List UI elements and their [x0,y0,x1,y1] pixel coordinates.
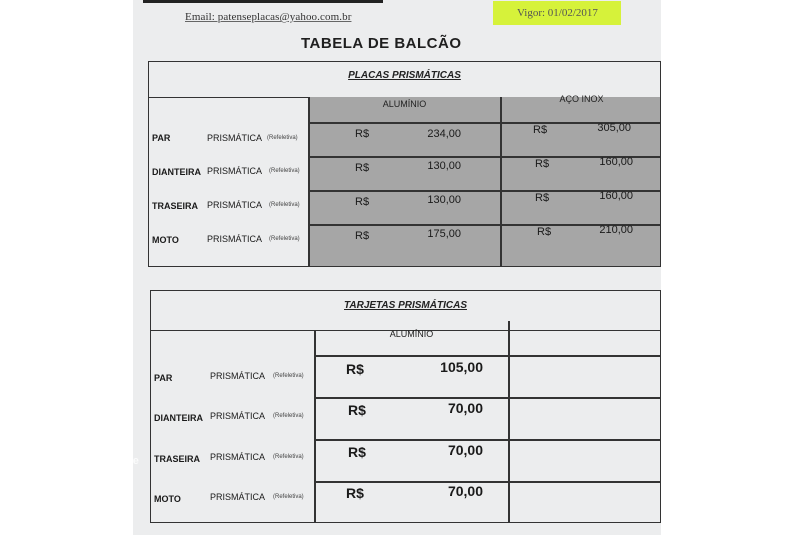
table-row-note: (Refeletiva) [273,454,304,460]
price-value: 130,00 [427,160,461,172]
table-row-note: (Refeletiva) [273,413,304,419]
currency-label: R$ [355,196,370,208]
currency-label: R$ [355,128,370,140]
table-row-name: TRASEIRA [152,201,199,211]
page-title: TABELA DE BALCÃO [301,35,462,52]
table-row-type: PRISMÁTICA [207,200,263,210]
price-value: 160,00 [599,190,633,202]
currency-label: R$ [537,226,552,238]
row-line [315,355,660,357]
currency-label: R$ [346,361,364,377]
price-value: 160,00 [599,156,633,168]
table-row-note: (Refeletiva) [267,135,298,141]
table-row-name: PAR [152,133,171,143]
table-row-note: (Refeletiva) [269,168,300,174]
header-strip [143,0,383,3]
price-value: 70,00 [447,400,483,416]
table-row-name: DIANTEIRA [154,413,203,423]
currency-label: R$ [348,444,366,460]
watermark-text: oje [123,455,139,467]
price-value: 130,00 [427,194,461,206]
row-line [315,439,660,441]
currency-label: R$ [533,124,548,136]
price-value: 305,00 [597,122,631,134]
row-line [315,397,660,399]
currency-label: R$ [355,162,370,174]
table-row-type: PRISMÁTICA [207,166,263,176]
document-paper [123,0,661,535]
tarjetas-col-aluminio: ALUMÍNIO [389,329,434,339]
price-value: 70,00 [447,442,483,458]
price-value: 105,00 [440,359,483,375]
price-value: 210,00 [599,224,633,236]
table-row-type: PRISMÁTICA [210,452,266,462]
currency-label: R$ [348,402,366,418]
table-row-type: PRISMÁTICA [210,492,266,502]
placas-table-title: PLACAS PRISMÁTICAS [149,62,660,98]
table-row-note: (Refeletiva) [273,494,304,500]
currency-label: R$ [535,158,550,170]
row-line [315,481,660,483]
table-row-type: PRISMÁTICA [207,133,263,143]
price-value: 234,00 [427,128,461,140]
vigor-date: Vigor: 01/02/2017 [493,1,621,25]
currency-label: R$ [535,192,550,204]
table-row-type: PRISMÁTICA [210,371,266,381]
table-row-name: PAR [154,373,173,383]
email-text: Email: patenseplacas@yahoo.com.br [185,11,352,23]
placas-col-aluminio: ALUMÍNIO [382,99,427,109]
tarjetas-divider [508,321,510,522]
tarjetas-table [150,290,661,523]
placas-table [148,61,661,267]
table-row-type: PRISMÁTICA [207,234,263,244]
currency-label: R$ [355,230,370,242]
currency-label: R$ [346,485,364,501]
table-row-name: MOTO [152,235,179,245]
table-row-note: (Refeletiva) [269,236,300,242]
price-value: 175,00 [427,228,461,240]
table-row-note: (Refeletiva) [269,202,300,208]
tarjetas-divider [314,330,316,522]
tarjetas-table-title: TARJETAS PRISMÁTICAS [151,291,660,331]
table-row-name: TRASEIRA [154,454,201,464]
placas-col-aco-inox: AÇO INOX [559,94,604,104]
table-row-type: PRISMÁTICA [210,411,266,421]
table-row-note: (Refeletiva) [273,373,304,379]
price-value: 70,00 [447,483,483,499]
table-row-name: DIANTEIRA [152,167,201,177]
table-row-name: MOTO [154,494,181,504]
